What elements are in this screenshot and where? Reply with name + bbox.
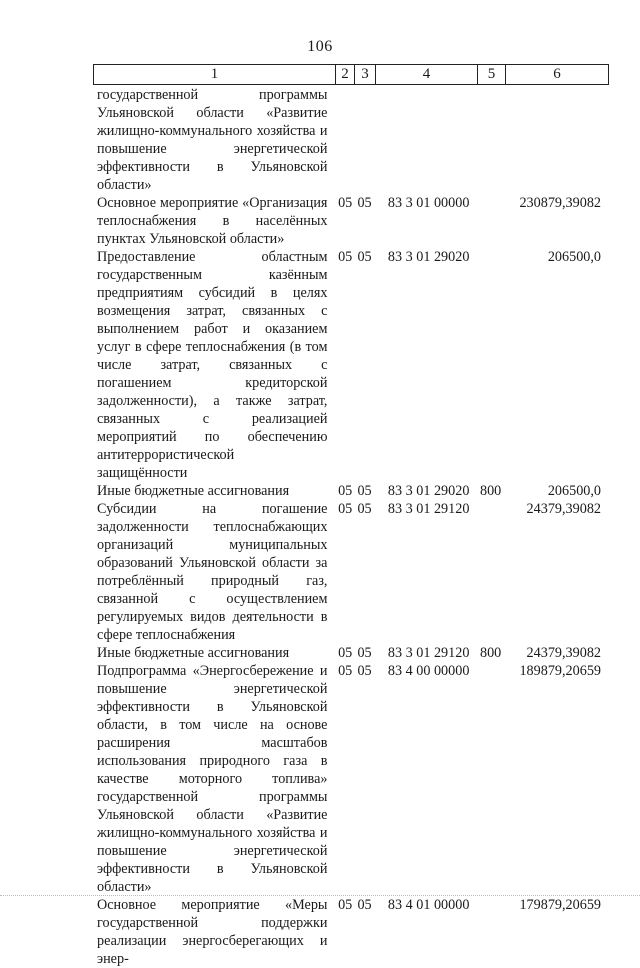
row-rz: 05	[338, 195, 353, 211]
row-csr: 83 3 01 00000	[387, 195, 470, 211]
row-name: Иные бюджетные ассигнования	[97, 645, 290, 661]
row-name: Подпрограмма «Энергосбережение и повышение энергетической эффективности в Ульяновской области, в том числе на основе расширения масштабов использования природного газа в качестве моторного топлива» государственной программы Ульяновской области «Развитие жилищно-коммунального хозяйства и повышение энергетической эффективности в Ульяновской области»	[97, 663, 328, 895]
row-rz: 05	[338, 483, 353, 499]
table-row	[97, 482, 607, 500]
row-vr: 800	[479, 645, 502, 661]
row-sum: 179879,20659	[519, 897, 602, 913]
row-rz: 05	[338, 645, 353, 661]
row-csr: 83 3 01 29120	[387, 645, 470, 661]
row-sum: 206500,0	[547, 483, 602, 499]
page-number: 106	[307, 38, 333, 55]
table-row	[97, 896, 607, 968]
row-name: Основное мероприятие «Организация теплоснабжения в населённых пунктах Ульяновской области»	[97, 195, 328, 247]
row-pr: 05	[357, 195, 372, 211]
row-name: Иные бюджетные ассигнования	[97, 483, 290, 499]
row-csr: 83 3 01 29020	[387, 249, 470, 265]
row-pr: 05	[357, 483, 372, 499]
column-header-table	[93, 64, 609, 85]
row-name: Предоставление областным государственным казённым предприятиям субсидий в целях возмещения затрат, связанных с выполнением работ и оказанием услуг в сфере теплоснабжения (в том числе затрат, связанных с погашением кредиторской задолженности), а также затрат, связанных с реализацией мероприятий по обеспечению антитеррористической защищённости	[97, 249, 328, 481]
row-rz: 05	[338, 249, 353, 265]
scan-edge-divider	[0, 895, 640, 900]
row-rz: 05	[338, 897, 353, 913]
row-name: Субсидии на погашение задолженности теплоснабжающих организаций муниципальных образований Ульяновской области за потреблённый природный газ, связанной с осуществлением регулируемых видов деятельности в сфере теплоснабжения	[97, 501, 328, 643]
row-name: Основное мероприятие «Меры государственной поддержки реализации энергосберегающих и энер-	[97, 897, 328, 967]
row-pr: 05	[357, 645, 372, 661]
row-name: государственной программы Ульяновской области «Развитие жилищно-коммунального хозяйства и повышение энергетической эффективности в Ульяновской области»	[97, 87, 328, 193]
row-rz: 05	[338, 501, 353, 517]
table-row	[97, 500, 607, 644]
row-pr: 05	[357, 897, 372, 913]
row-sum: 230879,39082	[519, 195, 602, 211]
column-header-6: 6	[506, 65, 609, 85]
table-row	[97, 86, 607, 194]
column-header-3: 3	[355, 65, 376, 85]
row-csr: 83 4 01 00000	[387, 897, 470, 913]
row-sum: 24379,39082	[526, 645, 602, 661]
row-pr: 05	[357, 249, 372, 265]
column-header-2: 2	[336, 65, 355, 85]
column-header-row	[94, 65, 609, 85]
table-row	[97, 644, 607, 662]
table-row	[97, 248, 607, 482]
row-pr: 05	[357, 501, 372, 517]
row-sum: 24379,39082	[526, 501, 602, 517]
row-pr: 05	[357, 663, 372, 679]
table-row	[97, 194, 607, 248]
row-sum: 206500,0	[547, 249, 602, 265]
column-header-4: 4	[376, 65, 478, 85]
row-vr: 800	[479, 483, 502, 499]
budget-table-body	[97, 86, 607, 968]
column-header-1: 1	[94, 65, 336, 85]
table-row	[97, 662, 607, 896]
row-sum: 189879,20659	[519, 663, 602, 679]
row-csr: 83 4 00 00000	[387, 663, 470, 679]
row-rz: 05	[338, 663, 353, 679]
row-csr: 83 3 01 29020	[387, 483, 470, 499]
row-csr: 83 3 01 29120	[387, 501, 470, 517]
column-header-5: 5	[478, 65, 506, 85]
